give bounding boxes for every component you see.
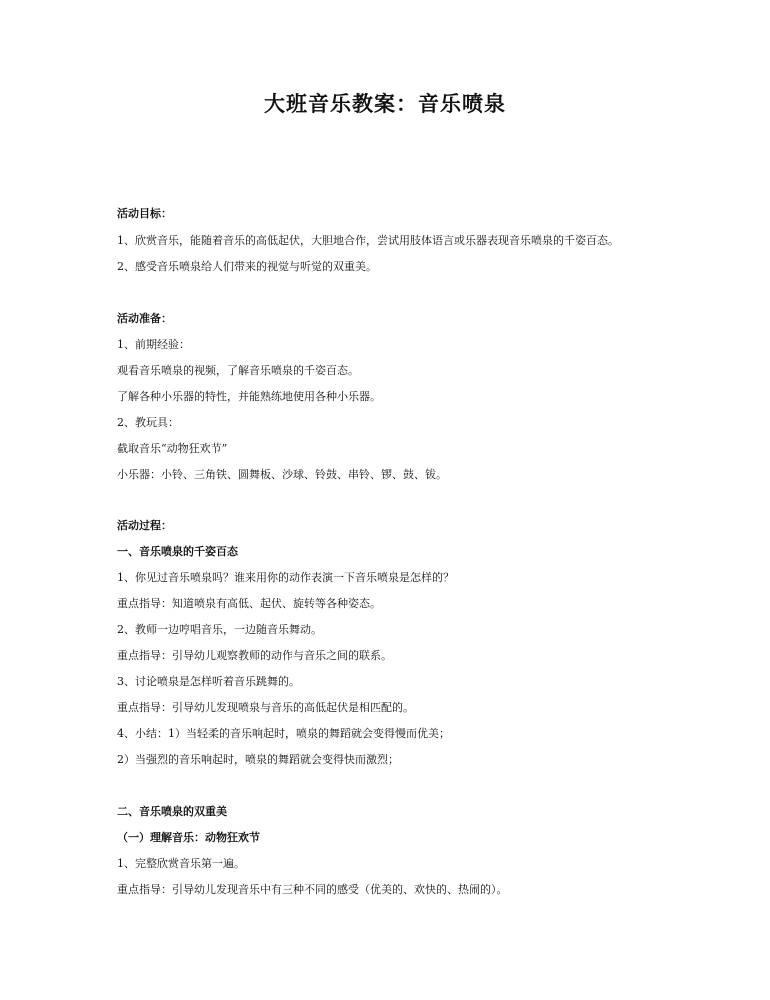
- process-heading: 活动过程：: [117, 519, 172, 532]
- prep-item: 2、教玩具：: [117, 416, 179, 429]
- process-item: 3、讨论喷泉是怎样听着音乐跳舞的。: [117, 675, 300, 688]
- goals-heading: 活动目标：: [117, 207, 172, 220]
- prep-heading: 活动准备：: [117, 312, 172, 325]
- section-title: 一、音乐喷泉的千姿百态: [117, 545, 238, 558]
- process-item: 4、小结：1）当轻柔的音乐响起时，喷泉的舞蹈就会变得慢而优美；: [117, 727, 450, 740]
- prep-item: 了解各种小乐器的特性，并能熟练地使用各种小乐器。: [117, 390, 381, 403]
- prep-item: 1、前期经验：: [117, 338, 190, 351]
- process-item: 重点指导：知道喷泉有高低、起伏、旋转等各种姿态。: [117, 597, 381, 610]
- process-item: 1、完整欣赏音乐第一遍。: [117, 857, 245, 870]
- process-item: 2、教师一边哼唱音乐，一边随音乐舞动。: [117, 623, 322, 636]
- page-title: 大班音乐教案：音乐喷泉: [264, 91, 506, 116]
- prep-item: 截取音乐“动物狂欢节”: [117, 442, 228, 455]
- process-item: 重点指导：引导幼儿发现音乐中有三种不同的感受（优美的、欢快的、热闹的）。: [117, 883, 508, 896]
- goal-item: 1、欣赏音乐，能随着音乐的高低起伏，大胆地合作，尝试用肢体语言或乐器表现音乐喷泉的千姿百态。: [117, 234, 619, 247]
- prep-item: 小乐器：小铃、三角铁、圆舞板、沙球、铃鼓、串铃、锣、鼓、钹。: [117, 468, 447, 481]
- process-item: 重点指导：引导幼儿发现喷泉与音乐的高低起伏是相匹配的。: [117, 701, 414, 714]
- process-item: 重点指导：引导幼儿观察教师的动作与音乐之间的联系。: [117, 649, 392, 662]
- process-item: 1、你见过音乐喷泉吗？谁来用你的动作表演一下音乐喷泉是怎样的？: [117, 571, 454, 584]
- goal-item: 2、感受音乐喷泉给人们带来的视觉与听觉的双重美。: [117, 260, 377, 273]
- section-subtitle: （一）理解音乐：动物狂欢节: [117, 831, 260, 844]
- section-title: 二、音乐喷泉的双重美: [117, 805, 227, 818]
- prep-item: 观看音乐喷泉的视频，了解音乐喷泉的千姿百态。: [117, 364, 359, 377]
- process-item: 2）当强烈的音乐响起时，喷泉的舞蹈就会变得快而激烈；: [117, 753, 399, 766]
